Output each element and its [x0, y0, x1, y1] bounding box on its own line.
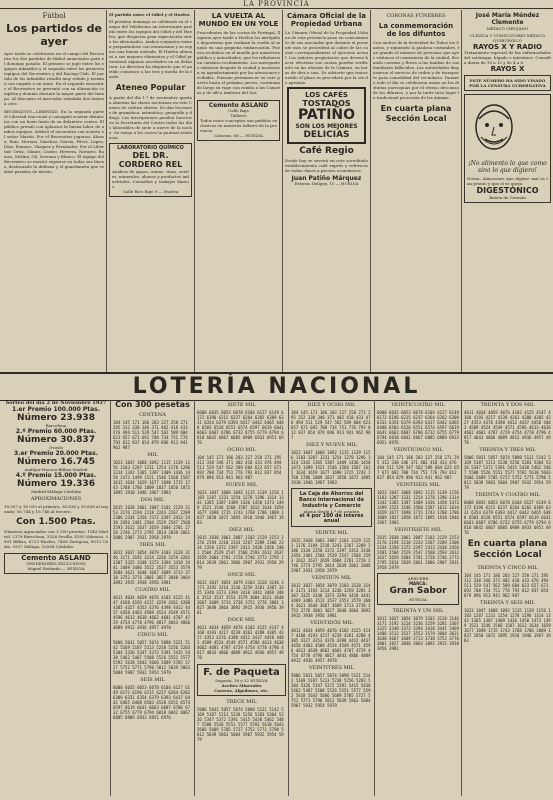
list-heading: TREINTA Y UN MIL — [392, 608, 444, 614]
doctor-role: MÉDICO CIRUJANO — [486, 26, 529, 31]
paqueta-ad — [197, 664, 286, 696]
number-grid: 6008 6035 6053 6078 6104 6127 6149 6172 6196 6215 6237 6264 6282 6309 6331 6354 6379 6393 6417 6442 6465 6488 6503 6528 6551 6574 6597 6619 6641 6663 6687 6706 6732 6755 6779 6794 6818 6842 6867 6885 6909 6933 6951 6976 — [197, 410, 284, 445]
list-heading: TREINTA Y DOS MIL — [480, 402, 535, 408]
ad-address: Calle Rico Bajo 9 — Huelva — [122, 189, 179, 194]
list-heading: VEINTISIETE MIL — [394, 527, 442, 533]
number-grid: 3012 3037 3054 3079 3103 3128 3146 3171 3192 3214 3236 3259 3281 3307 3325 3348 3373 3394 3418 3441 3469 3486 3512 3537 3553 3579 3604 3621 3648 3667 3689 3713 3738 3752 3776 3801 3827 3848 3864 3892 3915 3938 3956 3981 — [377, 616, 459, 651]
number-grid: 4011 4034 4059 4076 4102 4125 4147 4168 4193 4217 4239 4261 4288 4305 4327 4353 4376 4398 4412 4437 4458 4483 4509 4524 4549 4571 4596 4613 4638 4662 4681 4707 4729 4754 4778 4796 4817 4843 4866 4889 4912 4936 4957 4978 — [464, 410, 551, 445]
number-grid: 2015 2038 2061 2087 2102 2129 2153 2176 2194 2218 2243 2267 2289 2306 2334 2358 2372 2397 2413 2438 2456 2481 2504 2529 2547 2568 2593 2612 2637 2659 2684 2701 2728 2746 2773 2795 2814 2839 2861 2886 2907 2931 2958 2979 — [291, 538, 371, 573]
article-body: A partir del día 1.º de noviembre quedan abiertas las clases nocturnas en este Centro de cultura obrera. Se dan lecciones de gramática, aritmética, geografía y dibujo. Las inscripciones pueden hacerse en la Secretaría del Centro todos los días laborables de siete a nueve de la noche. Se ruega a los socios la puntual asistencia. — [109, 95, 192, 140]
prize-place: Barcelona — [45, 423, 67, 428]
list-heading: TRES MIL — [139, 542, 166, 548]
list-heading: VEINTICUATRO MIL — [391, 402, 445, 408]
rayos-line: RAYOS X — [490, 65, 525, 73]
column-difuntos — [373, 12, 459, 370]
list-heading: VEINTIÚN MIL — [311, 575, 352, 581]
number-grid: 6008 6035 6053 6078 6104 6127 6149 6172 6196 6215 6237 6264 6282 6309 6331 6354 6379 6393 6417 6442 6465 6488 6503 6528 6551 6574 6597 6619 6641 6663 6687 6706 6732 6755 6779 6794 6818 6842 6867 6885 6909 6933 6951 6976 — [377, 410, 459, 445]
ad-address: Sagasta, 38 y 32 HUELVA — [215, 678, 268, 683]
cement-ad — [4, 553, 108, 574]
footer-note: En cuarta plana Sección Local — [380, 104, 452, 123]
cafe-brand: PATIÑO — [297, 107, 356, 123]
lottery-list — [464, 400, 551, 796]
ad-address: Ernesto Deligny, 11 — HUELVA — [294, 181, 359, 186]
number-grid: 104 145 171 186 203 227 258 271 295 312 338 346 371 402 418 433 476 494 511 529 547 562 589 604 623 657 671 692 708 734 751 776 793 812 837 854 879 896 913 941 962 987 — [291, 410, 371, 440]
clinic-body: Tratamiento especial de las enfermedades del estómago, hígado e intestinos. Consulta diaria de 10 a 12 y de 4 a 6. — [464, 50, 551, 65]
list-heading: NUEVE MIL — [225, 482, 258, 488]
cafe-line: DELICIAS — [303, 130, 350, 140]
column-divider — [106, 10, 107, 372]
rayos-line: RAYOS X Y RADIO — [473, 43, 542, 51]
clinic-line: CLÍNICA Y CONSULTORIO MÉDICO QUIRÚRGICO — [469, 33, 546, 43]
column-local — [109, 12, 192, 370]
article-body: Procedentes de las costas de Portugal, llegaron ayer tarde a Huelva los intrépidos deportistas que realizan la vuelta al mundo en una pequeña embarcación. Fueron recibidos en el muelle por numeroso público y autoridades, que les tributaron un cariñoso recibimiento. Los navegantes visitaron después la ciudad y mostraron su agradecimiento por las atenciones recibidas. Piensan permanecer en este puerto hasta el próximo jueves, continuando luego su viaje con rumbo a las Canarias y de allí a América del Sur. — [197, 30, 280, 95]
section-title: CORONAS FÚNEBRES — [386, 13, 446, 19]
list-heading: CENTENA — [139, 412, 166, 418]
headline: Café Regio — [299, 146, 354, 156]
column-divider — [282, 10, 283, 372]
headline: Los partidos de ayer — [6, 22, 102, 48]
number-grid: 5006 5031 5057 5074 5098 5121 5142 5169 5187 5213 5238 5256 5283 5304 5326 5347 5372 5391 5415 5438 5462 5487 5508 5526 5551 5577 5592 5618 5643 5666 5689 5705 5727 5752 5771 5798 5812 5839 5863 5884 5907 5932 5954 5979 — [291, 673, 371, 708]
number-grid: 2015 2038 2061 2087 2102 2129 2153 2176 2194 2218 2243 2267 2289 2306 2334 2358 2372 2397 2413 2438 2456 2481 2504 2529 2547 2568 2593 2612 2637 2659 2684 2701 2728 2746 2773 2795 2814 2839 2861 2886 2907 2931 2958 2979 — [377, 535, 459, 570]
cafe-line: SON LOS MEJORES — [295, 123, 358, 130]
cafe-patino-ad — [287, 87, 366, 144]
list-heading: DOCE MIL — [227, 617, 256, 623]
ad-body: abona desde 1.º de octubre — [303, 509, 360, 514]
list-heading: CUATRO MIL — [135, 587, 170, 593]
lottery-list — [113, 400, 192, 796]
article-body: Desde hoy se servirá en este acreditado establecimiento café exprés y refrescos de todas clases a precios económicos. — [285, 158, 368, 173]
list-heading: DIEZ Y NUEVE MIL — [305, 442, 358, 448]
prize-place: Oviedo — [48, 445, 64, 450]
column-camara — [285, 12, 368, 370]
prize-label: 1.er Premio 100.000 Ptas. — [11, 406, 101, 413]
number-grid: 6008 6035 6053 6078 6104 6127 6149 6172 6196 6215 6237 6264 6282 6309 6331 6354 6379 6393 6417 6442 6465 6488 6503 6528 6551 6574 6597 6619 6641 6663 6687 6706 6732 6755 6779 6794 6818 6842 6867 6885 6909 6933 6951 6976 — [113, 685, 191, 720]
ad-line: MARCA: — [409, 581, 427, 586]
column-ads — [464, 12, 551, 370]
column-divider — [370, 10, 371, 372]
headline: Ateneo Popular — [115, 83, 186, 92]
headline: Cámara Oficial de la Propiedad Urbana — [286, 12, 367, 28]
column-football — [4, 12, 104, 370]
ad-title: F. de Paqueta — [203, 667, 280, 678]
list-heading: TREINTA Y CUATRO MIL — [475, 492, 540, 498]
headline: LA VUELTA AL MUNDO EN UN YOLE — [198, 12, 279, 28]
column-divider — [461, 400, 462, 796]
ad-body: Todos estos conceptos son pedidos exclusivos en nuestros talleres de la provincia. — [200, 118, 277, 133]
number-grid: 3012 3037 3054 3079 3103 3128 3146 3171 3192 3214 3236 3259 3281 3307 3325 3348 3373 3394 3418 3441 3469 3486 3512 3537 3553 3579 3604 3621 3648 3667 3689 3713 3738 3752 3776 3801 3827 3848 3864 3892 3915 3938 3956 3981 — [113, 550, 191, 585]
number-grid: 5006 5031 5057 5074 5098 5121 5142 5169 5187 5213 5238 5256 5283 5304 5326 5347 5372 5391 5415 5438 5462 5487 5508 5526 5551 5577 5592 5618 5643 5666 5689 5705 5727 5752 5771 5798 5812 5839 5863 5884 5907 5932 5954 5979 — [464, 455, 551, 490]
list-heading: TRECE MIL — [226, 699, 257, 705]
censor-notice: ESTE NÚMERO HA SIDO VISADO POR LA CENSURA GUBERNATIVA — [464, 75, 551, 91]
cafe-line: LOS CAFÉS — [305, 91, 348, 99]
number-grid: 4011 4034 4059 4076 4102 4125 4147 4168 4193 4217 4239 4261 4288 4305 4327 4353 4376 4398 4412 4437 4458 4483 4509 4524 4549 4571 4596 4613 4638 4662 4681 4707 4729 4754 4778 4796 4817 4843 4866 4889 4912 4936 4957 4978 — [291, 628, 371, 663]
ad-body: Análisis de aguas, orinas, vinos, aceites, minerales, abonos y productos industriales. Consultas y trabajos diarios. — [112, 169, 189, 189]
bank-ad — [291, 488, 372, 527]
column-divider — [110, 400, 111, 796]
ad-line: APRUEBE — [407, 576, 429, 581]
article-body: Con motivo de la festividad de Todos los Santos, y siguiendo la piadosa costumbre, fue grande el número de personas que ayer visitaron el cementerio de la ciudad, llevando coronas y flores a las tumbas de sus familiares fallecidos. Las autoridades dispusieron el servicio de orden y de transporte para comodidad del vecindario. Durante todo el día se celebraron misas en las distintas parroquias por el eterno descanso de los difuntos, y por la tarde tuvo lugar la tradicional procesión de las ánimas. — [373, 40, 459, 100]
article-body: La Cámara Oficial de la Propiedad Urbana de esta provincia pone en conocimiento de sus asociados que durante el presente mes se procederá al cobro de las cuotas correspondientes al ejercicio actual. Los señores propietarios que deseen hacer efectivas sus cuotas pueden verificarlo en las oficinas de la Cámara, en horas de diez a una. Se advierte que transcurrido el plazo se procederá por la vía de apremio. — [285, 30, 368, 85]
lottery-list — [291, 400, 372, 796]
section-title: Fútbol — [42, 12, 66, 20]
number-grid: 104 145 171 186 203 227 258 271 295 312 338 346 371 402 418 433 476 494 511 529 547 562 589 604 623 657 671 692 708 734 751 776 793 812 837 854 879 896 913 941 962 987 — [377, 455, 459, 480]
draw-date: Sorteo del día 2 de Noviembre 1927 — [5, 400, 107, 406]
list-heading: VEINTIDÓS MIL — [310, 620, 353, 626]
list-heading: VEINTITRÉS MIL — [308, 665, 355, 671]
approx-body: 18.937 y 18.939 al primero; 30.836 y 30.838 al segundo; 16.744 y 16.746 al tercero. — [4, 504, 108, 514]
cement-ad — [197, 100, 280, 141]
number-grid: 2015 2038 2061 2087 2102 2129 2153 2176 2194 2218 2243 2267 2289 2306 2334 2358 2372 2397 2413 2438 2456 2481 2504 2529 2547 2568 2593 2612 2637 2659 2684 2701 2728 2746 2773 2795 2814 2839 2861 2886 2907 2931 2958 2979 — [197, 535, 284, 570]
footer-line: Sección Local — [473, 550, 542, 560]
ad-title: Cemento ASLAND — [208, 102, 269, 109]
ad-city: HUELVA — [409, 597, 427, 602]
list-heading: TREINTA Y SEIS MIL — [480, 600, 535, 606]
number-grid: 4011 4034 4059 4076 4102 4125 4147 4168 4193 4217 4239 4261 4288 4305 4327 4353 4376 4398 4412 4437 4458 4483 4509 4524 4549 4571 4596 4613 4638 4662 4681 4707 4729 4754 4778 4796 4817 4843 4866 4889 4912 4936 4957 4978 — [197, 625, 284, 660]
prize-label: 3.er Premio 20.000 Ptas. — [14, 450, 98, 457]
prize-number: Número 19.336 — [17, 479, 95, 489]
ad-brand: DIGESTÓNICO — [476, 186, 539, 195]
ad-quote: ¡No alimento lo que como sino lo que digiero! — [468, 160, 547, 174]
list-heading: SEIS MIL — [140, 677, 165, 683]
number-grid: 3012 3037 3054 3079 3103 3128 3146 3171 3192 3214 3236 3259 3281 3307 3325 3348 3373 3394 3418 3441 3469 3486 3512 3537 3553 3579 3604 3621 3648 3667 3689 3713 3738 3752 3776 3801 3827 3848 3864 3892 3915 3938 3956 3981 — [197, 580, 284, 615]
footer-note — [464, 539, 551, 561]
list-heading: CINCO MIL — [137, 632, 168, 638]
headline: Con 1.500 Ptas. — [16, 517, 96, 527]
number-grid: 104 145 171 186 203 227 258 271 295 312 338 346 371 402 418 433 476 494 511 529 547 562 589 604 623 657 671 692 708 734 751 776 793 812 837 854 879 896 913 941 962 987 — [197, 455, 282, 480]
ad-rate: el 4 por 100 de interés anual — [299, 513, 364, 524]
prize-label: 4.º Premio 15.000 Ptas. — [15, 472, 97, 479]
number-grid: 2015 2038 2061 2087 2102 2129 2153 2176 2194 2218 2243 2267 2289 2306 2334 2358 2372 2397 2413 2438 2456 2481 2504 2529 2547 2568 2593 2612 2637 2659 2684 2701 2728 2746 2773 2795 2814 2839 2861 2886 2907 2931 2958 2979 — [113, 505, 191, 540]
doctor-name: José María Méndez Clemente — [475, 12, 540, 26]
ad-title: La Caja de Ahorros del Banco Internacional de Industria y Comercio — [299, 491, 364, 509]
list-heading: VEINTICINCO MIL — [393, 447, 443, 453]
number-grid: 3012 3037 3054 3079 3103 3128 3146 3171 3192 3214 3236 3259 3281 3307 3325 3348 3373 3394 3418 3441 3469 3486 3512 3537 3553 3579 3604 3621 3648 3667 3689 3713 3738 3752 3776 3801 3827 3848 3864 3892 3915 3938 3956 3981 — [291, 583, 371, 618]
number-grid: 1023 1047 1068 1092 1115 1139 1156 1183 1207 1231 1254 1278 1296 1314 1342 1365 1387 1409 1436 1458 1473 1499 1521 1546 1568 1587 1612 1634 1659 1677 1698 1715 1743 1768 1786 1809 1837 1858 1872 1895 1918 1946 1967 1983 — [113, 460, 191, 495]
lottery-list — [377, 400, 459, 796]
header-rule — [0, 8, 553, 9]
number-grid: 1023 1047 1068 1092 1115 1139 1156 1183 1207 1231 1254 1278 1296 1314 1342 1365 1387 1409 1436 1458 1473 1499 1521 1546 1568 1587 1612 1634 1659 1677 1698 1715 1743 1768 1786 1809 1837 1858 1872 1895 1918 1946 1967 1983 — [197, 490, 284, 525]
column-divider — [194, 400, 195, 796]
ad-line: Talleres — [230, 113, 247, 118]
prize-label: 2.º Premio 60.000 Ptas. — [15, 428, 97, 435]
lottery-list — [197, 400, 286, 796]
lottery-prizes — [4, 400, 108, 796]
number-grid: 104 145 171 186 203 227 258 271 295 312 338 346 371 402 418 433 476 494 511 529 547 562 589 604 623 657 671 692 708 734 751 776 793 812 837 854 879 896 913 941 962 987 — [113, 420, 188, 450]
cafe-line: TOSTADOS — [302, 99, 351, 108]
lab-ad — [109, 143, 192, 197]
footer-line: En cuarta plana — [467, 539, 548, 549]
prize-place: Madrid-Málaga-Córdoba — [31, 489, 81, 494]
ad-line: Calle Baja — [228, 108, 249, 113]
headline: Con 300 pesetas — [115, 400, 190, 409]
number-grid: 5006 5031 5057 5074 5098 5121 5142 5169 5187 5213 5238 5256 5283 5304 5326 5347 5372 5391 5415 5438 5462 5487 5508 5526 5551 5577 5592 5618 5643 5666 5689 5705 5727 5752 5771 5798 5812 5839 5863 5884 5907 5932 5954 5979 — [113, 640, 191, 675]
number-grid: 5006 5031 5057 5074 5098 5121 5142 5169 5187 5213 5238 5256 5283 5304 5326 5347 5372 5391 5415 5438 5462 5487 5508 5526 5551 5577 5592 5618 5643 5666 5689 5705 5727 5752 5771 5798 5812 5839 5863 5884 5907 5932 5954 5979 — [197, 707, 284, 742]
number-grid: 1023 1047 1068 1092 1115 1139 1156 1183 1207 1231 1254 1278 1296 1314 1342 1365 1387 1409 1436 1458 1473 1499 1521 1546 1568 1587 1612 1634 1659 1677 1698 1715 1743 1768 1786 1809 1837 1858 1872 1895 1918 1946 1967 1983 — [291, 450, 371, 485]
list-heading: VEINTISÉIS MIL — [396, 482, 440, 488]
newspaper-header: LA PROVINCIA — [243, 0, 310, 8]
column-divider — [374, 400, 375, 796]
list-heading: SIETE MIL — [227, 402, 256, 408]
list-heading: TREINTA Y CINCO MIL — [477, 565, 538, 571]
number-grid: 6008 6035 6053 6078 6104 6127 6149 6172 6196 6215 6237 6264 6282 6309 6331 6354 6379 6393 6417 6442 6465 6488 6503 6528 6551 6574 6597 6619 6641 6663 6687 6706 6732 6755 6779 6794 6818 6842 6867 6885 6909 6933 6951 6976 — [464, 500, 551, 535]
ad-name: DEL DR. CORDERO REL — [118, 151, 183, 169]
prize-number: Número 30.837 — [17, 435, 95, 445]
list-heading: DOS MIL — [140, 497, 165, 503]
prize-number: Número 23.938 — [17, 413, 95, 423]
ad-title: LABORATORIO QUÍMICO — [117, 145, 184, 151]
digestonico-ad — [464, 94, 551, 203]
list-heading: OCHO MIL — [227, 447, 256, 453]
ad-line: Aceites Minerales — [221, 683, 262, 688]
article-body: RECREATIVO—LIBERTAD. En la segunda parte el Libertad reaccionó y consiguió acortar distancias con un buen tanto de su delantero centro. El público premió con aplausos la buena labor de ambos equipos. Arbitró el encuentro con acierto el señor Martín. Por el Recreativo jugaron: Alonso, Ruiz, Moreno, Sánchez, García, Pérez, López, Díaz, Romero, Vázquez y Fernández. Por el Libertad: Ortiz, Gómez, Castro, Herrera, Navarro, Ramos, Molina, Gil, Serrano y Blanco. El equipo del Recreativo se mostró superior en todas sus líneas, destacando la defensa y el guardameta que realizó paradas de mérito. — [4, 109, 104, 174]
list-heading: VEINTE MIL — [315, 530, 348, 536]
number-grid: 4011 4034 4059 4076 4102 4125 4147 4168 4193 4217 4239 4261 4288 4305 4327 4353 4376 4398 4412 4437 4458 4483 4509 4524 4549 4571 4596 4613 4638 4662 4681 4707 4729 4754 4778 4796 4817 4843 4866 4889 4912 4936 4957 4978 — [113, 595, 191, 630]
column-divider — [288, 400, 289, 796]
article-body: El próximo domingo se celebrará en el campo del Velódromo un interesante partido entre los equipos del Odiel y del Huelva, que despierta gran expectación entre los aficionados. Ambos conjuntos vienen preparándose con entusiasmo y se espera una buena entrada. El Huelva alineará a sus mejores elementos y el Odiel presentará algunas novedades en su delantera. La directiva ha dispuesto que el partido comience a las tres y media de la tarde. — [109, 19, 192, 79]
column-divider — [194, 10, 195, 372]
column-divider — [461, 10, 462, 372]
list-heading: MIL — [147, 452, 158, 458]
lottery-title: LOTERÍA NACIONAL — [132, 374, 421, 399]
number-grid: 104 145 171 186 203 227 258 271 295 312 338 346 371 402 418 433 476 494 511 529 547 562 589 604 623 657 671 692 708 734 751 776 793 812 837 854 879 896 913 941 962 987 — [464, 573, 549, 598]
ad-address: Miguel Redondo — HUELVA — [27, 566, 85, 571]
ad-line: VENDEDORES EXCLUSIVOS — [26, 561, 86, 566]
list-heading: DIEZ MIL — [228, 527, 255, 533]
ad-line: Correas, Algodones, etc. — [214, 688, 269, 693]
prize-place: Andújar-Huesca-Bilbao-Madrid — [24, 467, 88, 472]
headline: El partido entre el Odiel y el Huelva — [109, 12, 190, 17]
number-grid: 1023 1047 1068 1092 1115 1139 1156 1183 1207 1231 1254 1278 1296 1314 1342 1365 1387 1409 1436 1458 1473 1499 1521 1546 1568 1587 1612 1634 1659 1677 1698 1715 1743 1768 1786 1809 1837 1858 1872 1895 1918 1946 1967 1983 — [377, 490, 459, 525]
prize-list: Números agraciados con 1.500 pesetas: 1043 Madrid, 2178 Barcelona, 3326 Sevilla, 4105 Valencia, 5891 Bilbao, 6723 Huelva, 7408 Zaragoza, 8512 Cádiz, 9337 Málaga, 10264 Córdoba. — [4, 529, 108, 549]
ad-address: Cánovas, 86 — HUELVA — [214, 133, 263, 138]
ad-brand: Gran Sabor — [389, 586, 447, 596]
ad-title: Cemento ASLAND — [21, 554, 91, 562]
list-heading: DIEZ Y OCHO MIL — [307, 402, 356, 408]
column-vuelta — [197, 12, 280, 370]
number-grid: 1023 1047 1068 1092 1115 1139 1156 1183 1207 1231 1254 1278 1296 1314 1342 1365 1387 1409 1436 1458 1473 1499 1521 1546 1568 1587 1612 1634 1659 1677 1698 1715 1743 1768 1786 1809 1837 1858 1872 1895 1918 1946 1967 1983 — [464, 608, 551, 643]
ad-maker: Bañón de Germán — [489, 195, 526, 200]
approx-title: APROXIMACIONES — [30, 496, 82, 502]
man-face-icon — [467, 99, 521, 157]
marca-ad — [377, 573, 459, 605]
prize-number: Número 16.745 — [17, 457, 95, 467]
article-body: Ayer tarde se celebraron en el campo del Recreativo los dos partidos de fútbol anunciados para el domingo pasado. El primero se jugó entre los equipos infantiles y el segundo entre los primeros equipos del Recreativo y del Racing Club. El partido de los infantiles resultó muy reñido y terminó con empate a un tanto. En el segundo encuentro el Recreativo se presentó con su alineación completa y dominó durante la mayor parte del tiempo. Al descanso el marcador señalaba dos tantos a cero. — [4, 51, 104, 106]
list-heading: ONCE MIL — [227, 572, 256, 578]
list-heading: TREINTA Y TRES MIL — [479, 447, 536, 453]
lottery-banner — [0, 372, 553, 401]
headline: La conmemoración de los difuntos — [378, 22, 454, 38]
ad-title: Juan Patiño Márquez — [291, 175, 362, 182]
ad-body: Noten: Almacenes que digiere mal es tan pronto y que el se queja — [467, 176, 548, 186]
